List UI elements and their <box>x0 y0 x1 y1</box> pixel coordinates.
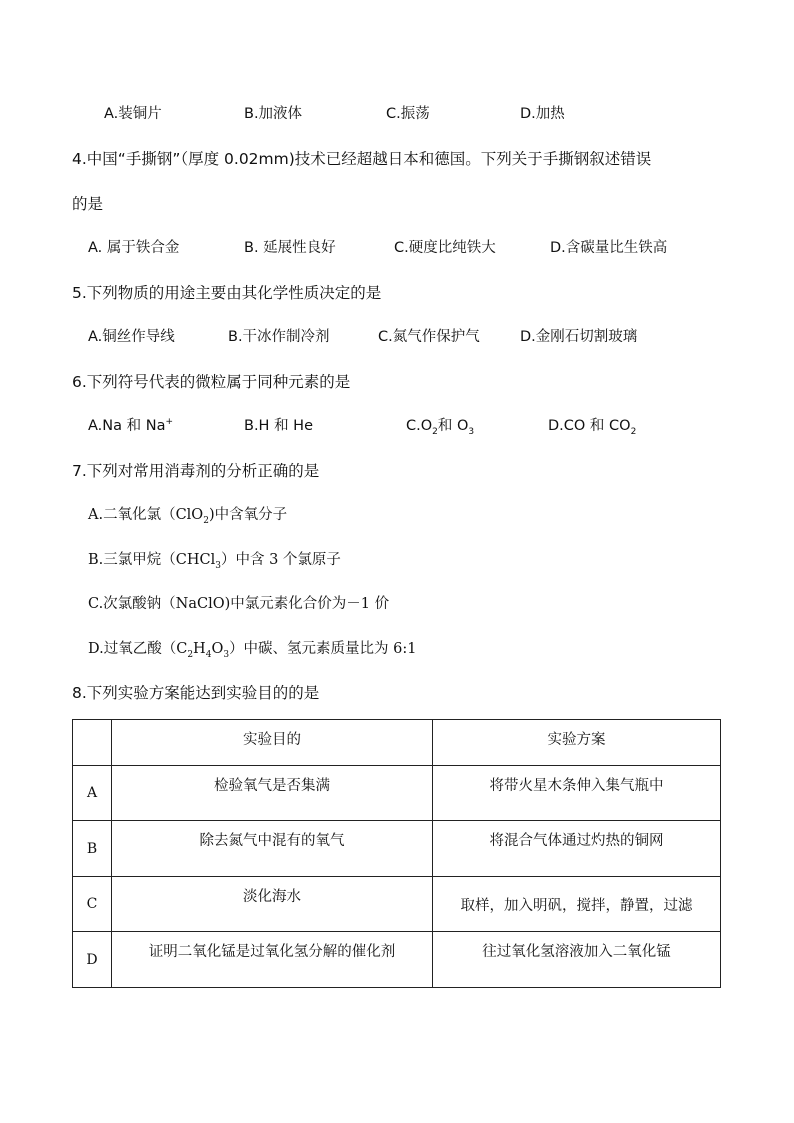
q4-option-b: B. 延展性良好 <box>244 240 336 256</box>
row-goal: 除去氮气中混有的氧气 <box>112 821 433 877</box>
q3-option-b: B.加液体 <box>244 106 303 122</box>
q8-stem: 8.下列实验方案能达到实验目的的是 <box>72 684 320 702</box>
row-label: A <box>73 766 112 821</box>
table-header-blank <box>73 720 112 766</box>
q5-stem: 5.下列物质的用途主要由其化学性质决定的是 <box>72 284 382 302</box>
row-label: C <box>73 877 112 932</box>
q5-option-d: D.金刚石切割玻璃 <box>520 329 638 345</box>
q7-option-c: C.次氯酸钠（NaClO)中氯元素化合价为－1 价 <box>88 596 390 612</box>
q5-option-b: B.干冰作制冷剂 <box>228 329 330 345</box>
q6-option-d: D.CO 和 $CO_2$ <box>548 418 637 437</box>
table-row <box>73 821 721 877</box>
q3-option-c: C.振荡 <box>386 106 430 122</box>
row-label: D <box>73 932 112 988</box>
q7-stem: 7.下列对常用消毒剂的分析正确的是 <box>72 462 320 480</box>
q4-option-a: A. 属于铁合金 <box>88 240 180 256</box>
table-header-goal: 实验目的 <box>112 720 433 766</box>
table-header-row <box>73 720 721 766</box>
row-plan: 取样，加入明矾，搅拌，静置，过滤 <box>433 877 721 932</box>
row-label: B <box>73 821 112 877</box>
table-row <box>73 932 721 988</box>
row-plan: 往过氧化氢溶液加入二氧化锰 <box>433 932 721 988</box>
q6-option-c: $C.O_2$和 $O_3$ <box>406 418 475 437</box>
table-row <box>73 766 721 821</box>
q5-option-a: A.铜丝作导线 <box>88 329 175 345</box>
q5-option-c: C.氮气作保护气 <box>378 329 480 345</box>
row-goal: 证明二氧化锰是过氧化氢分解的催化剂 <box>112 932 433 988</box>
q7-option-b: B.三氯甲烷（CHCl$_3$）中含 3 个氯原子 <box>88 552 341 571</box>
table-row <box>73 877 721 932</box>
q7-option-d: D.过氧乙酸$(C_2H_4O_3)$中碳、氢元素质量比为 6:1 <box>88 641 417 660</box>
experiment-table <box>72 719 721 988</box>
q6-option-b: B.H 和 He <box>244 418 314 434</box>
q3-option-a: A.装铜片 <box>104 106 162 122</box>
q4-option-c: C.硬度比纯铁大 <box>394 240 496 256</box>
q7-option-a: A.二氧化氯（ClO$_2$)中含氧分子 <box>88 507 288 526</box>
row-goal: 检验氧气是否集满 <box>112 766 433 821</box>
q3-option-d: D.加热 <box>520 106 565 122</box>
row-plan: 将混合气体通过灼热的铜网 <box>433 821 721 877</box>
q4-stem-line2: 的是 <box>72 195 104 213</box>
q6-option-a: A.Na 和 Na+ <box>88 417 174 434</box>
q4-option-d: D.含碳量比生铁高 <box>550 240 668 256</box>
row-plan: 将带火星木条伸入集气瓶中 <box>433 766 721 821</box>
q4-stem-line1: 4.中国“手撕钢”（厚度 0.02mm)技术已经超越日本和德国。下列关于手撕钢叙述错误 <box>72 150 652 168</box>
row-goal: 淡化海水 <box>112 877 433 932</box>
q6-stem: 6.下列符号代表的微粒属于同种元素的是 <box>72 373 351 391</box>
table-header-plan: 实验方案 <box>433 720 721 766</box>
